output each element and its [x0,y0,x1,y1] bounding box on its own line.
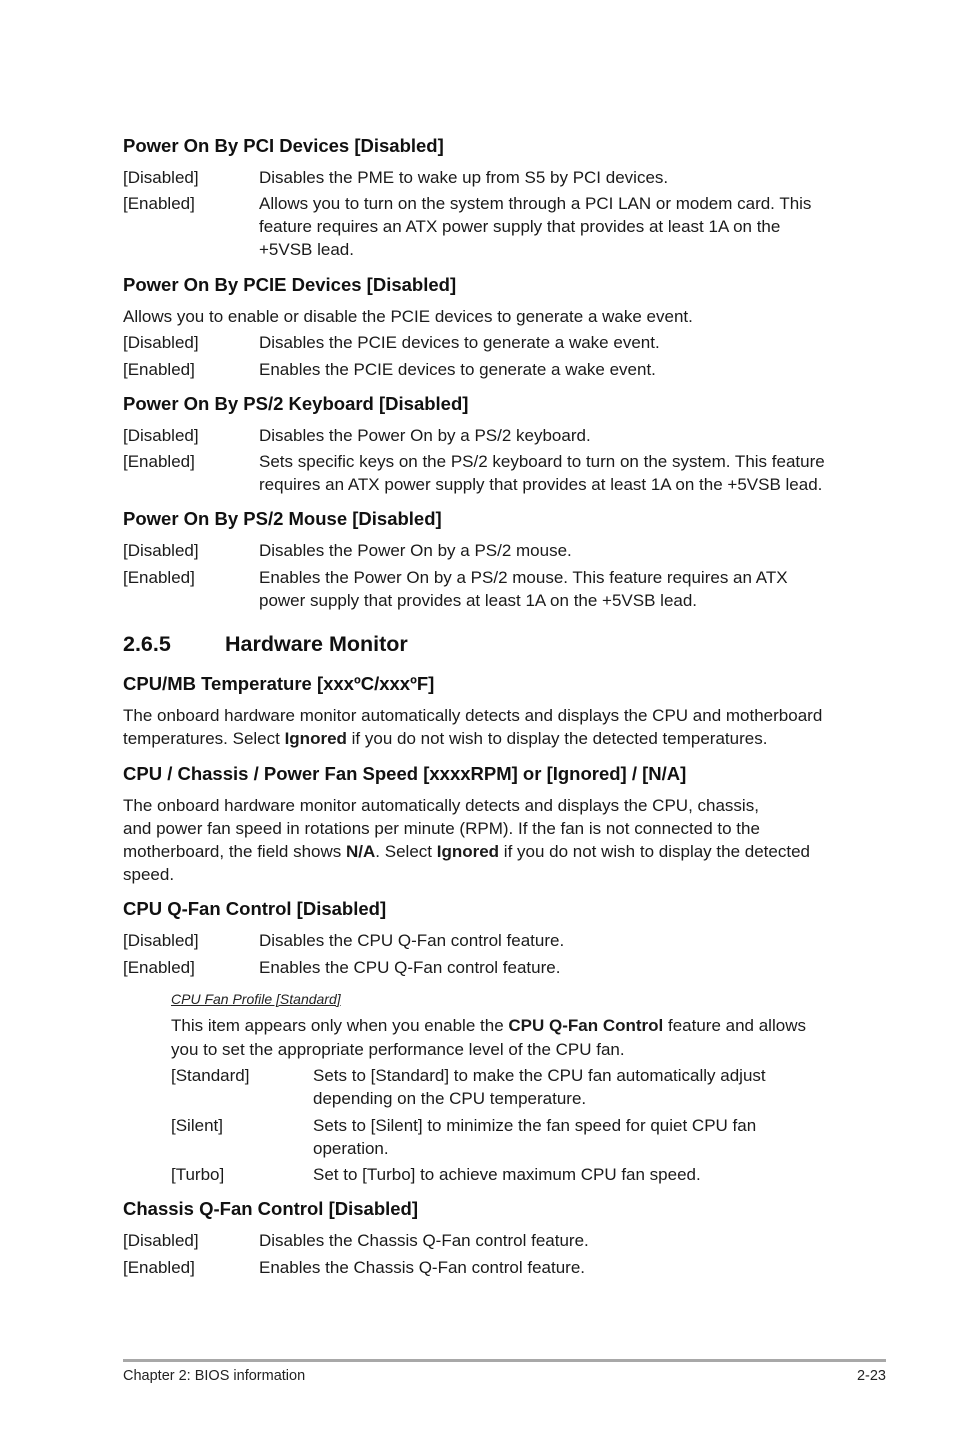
pcie-desc-disabled: Disables the PCIE devices to generate a wake event. [259,333,660,352]
keyboard-desc-enabled-line1: Sets specific keys on the PS/2 keyboard to turn on the system. This feature [259,452,825,471]
profile-desc-silent-line2: operation. [313,1139,389,1158]
chassis-option-enabled: [Enabled] [123,1258,195,1277]
section-title: Hardware Monitor [225,632,408,656]
temperature-text-line2: temperatures. Select Ignored if you do not wish to display the detected temperatures. [123,729,768,748]
profile-desc-turbo: Set to [Turbo] to achieve maximum CPU fan speed. [313,1165,701,1184]
footer-page-number: 2-23 [856,1368,886,1384]
footer-chapter: Chapter 2: BIOS information [123,1368,306,1384]
cpuqfan-option-enabled: [Enabled] [123,958,195,977]
heading-ps2-keyboard: Power On By PS/2 Keyboard [Disabled] [123,393,469,414]
fan-text-line4: speed. [123,865,175,884]
profile-desc-silent-line1: Sets to [Silent] to minimize the fan speed for quiet CPU fan [313,1116,757,1135]
cpuqfan-desc-enabled: Enables the CPU Q-Fan control feature. [259,958,561,977]
heading-pcie: Power On By PCIE Devices [Disabled] [123,274,457,295]
mouse-option-enabled: [Enabled] [123,568,195,587]
profile-option-turbo: [Turbo] [171,1165,225,1184]
heading-cpu-mb-temperature: CPU/MB Temperature [xxxºC/xxxºF] [123,673,435,694]
mouse-desc-enabled-line2: power supply that provides at least 1A on the +5VSB lead. [259,591,698,610]
heading-ps2-mouse: Power On By PS/2 Mouse [Disabled] [123,508,442,529]
heading-cpu-qfan-control: CPU Q-Fan Control [Disabled] [123,898,387,919]
keyboard-desc-enabled-line2: requires an ATX power supply that provides at least 1A on the +5VSB lead. [259,475,823,494]
pcie-option-disabled: [Disabled] [123,333,199,352]
heading-fan-speed: CPU / Chassis / Power Fan Speed [xxxxRPM] or [Ignored] / [N/A] [123,763,687,784]
fan-text-line1: The onboard hardware monitor automatically detects and displays the CPU, chassis, [123,796,759,815]
cpuqfan-option-disabled: [Disabled] [123,931,199,950]
heading-pci: Power On By PCI Devices [Disabled] [123,135,444,156]
profile-option-standard: [Standard] [171,1066,250,1085]
mouse-option-disabled: [Disabled] [123,541,199,560]
pcie-option-enabled: [Enabled] [123,360,195,379]
fan-text-line2: and power fan speed in rotations per minute (RPM). If the fan is not connected to the [123,819,760,838]
subheading-cpu-fan-profile: CPU Fan Profile [Standard] [171,991,341,1007]
keyboard-desc-disabled: Disables the Power On by a PS/2 keyboard. [259,426,591,445]
pci-option-disabled: [Disabled] [123,168,199,187]
section-number: 2.6.5 [123,632,171,656]
pci-desc-enabled-line2: feature requires an ATX power supply that provides at least 1A on the [259,217,781,236]
profile-option-silent: [Silent] [171,1116,223,1135]
profile-desc-standard-line1: Sets to [Standard] to make the CPU fan automatically adjust [313,1066,766,1085]
chassis-desc-enabled: Enables the Chassis Q-Fan control feature. [259,1258,585,1277]
pci-desc-enabled-line3: +5VSB lead. [259,240,354,259]
chassis-desc-disabled: Disables the Chassis Q-Fan control feature. [259,1231,589,1250]
cpuqfan-desc-disabled: Disables the CPU Q-Fan control feature. [259,931,565,950]
fan-text-line3: motherboard, the field shows N/A. Select Ignored if you do not wish to display the detected [123,842,810,861]
profile-text-line1: This item appears only when you enable the CPU Q-Fan Control feature and allows [171,1016,806,1035]
mouse-desc-enabled-line1: Enables the Power On by a PS/2 mouse. This feature requires an ATX [259,568,788,587]
chassis-option-disabled: [Disabled] [123,1231,199,1250]
pci-desc-disabled: Disables the PME to wake up from S5 by PCI devices. [259,168,669,187]
pci-desc-enabled-line1: Allows you to turn on the system through a PCI LAN or modem card. This [259,194,812,213]
profile-desc-standard-line2: depending on the CPU temperature. [313,1089,587,1108]
keyboard-option-disabled: [Disabled] [123,426,199,445]
pcie-intro: Allows you to enable or disable the PCIE devices to generate a wake event. [123,307,693,326]
mouse-desc-disabled: Disables the Power On by a PS/2 mouse. [259,541,572,560]
keyboard-option-enabled: [Enabled] [123,452,195,471]
footer-divider [123,1359,886,1362]
heading-chassis-qfan-control: Chassis Q-Fan Control [Disabled] [123,1198,419,1219]
temperature-text-line1: The onboard hardware monitor automatically detects and displays the CPU and motherboard [123,706,823,725]
pcie-desc-enabled: Enables the PCIE devices to generate a wake event. [259,360,656,379]
pci-option-enabled: [Enabled] [123,194,195,213]
profile-text-line2: you to set the appropriate performance level of the CPU fan. [171,1040,625,1059]
